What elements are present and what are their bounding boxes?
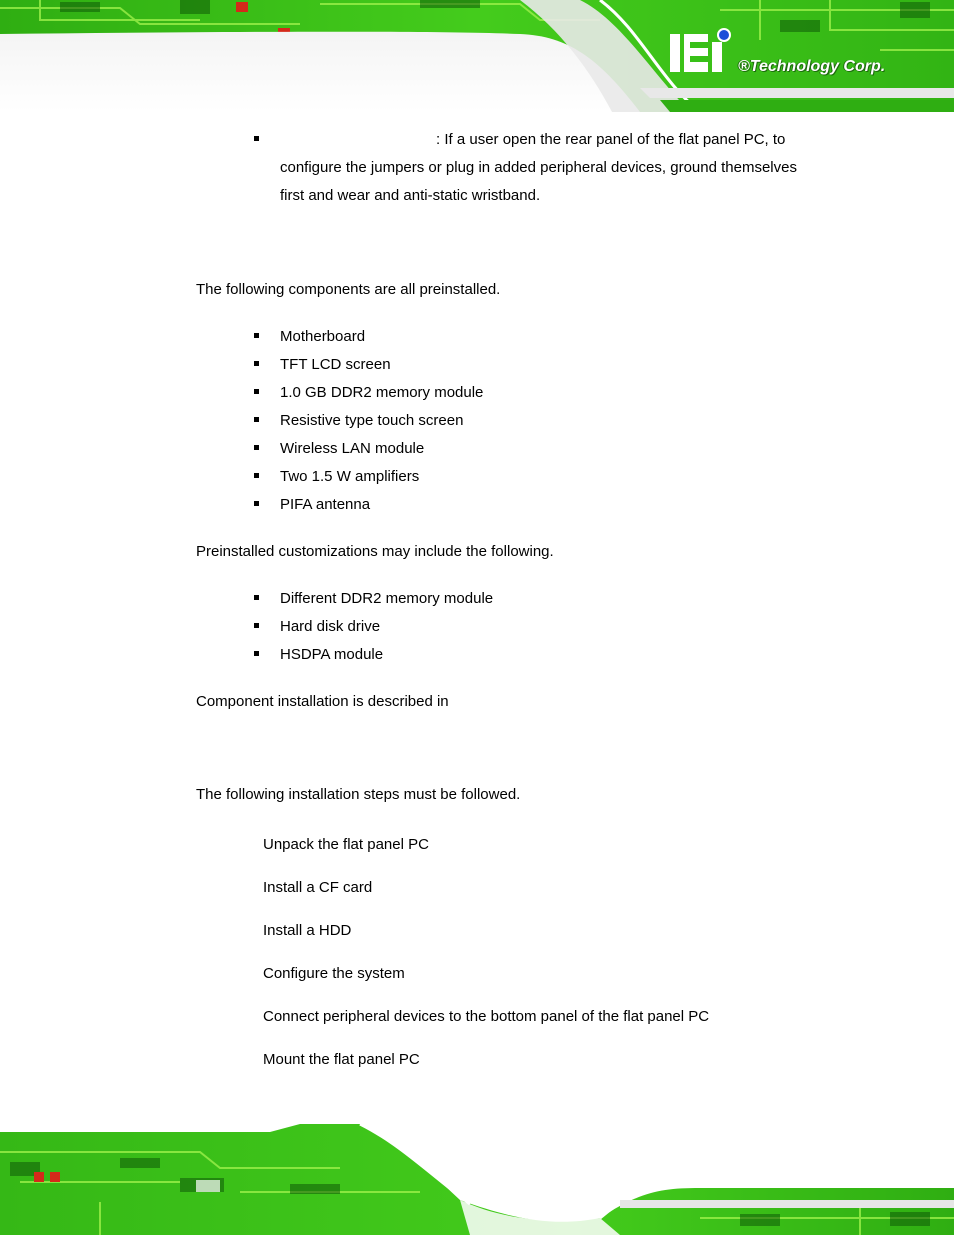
list-item: HSDPA module xyxy=(280,646,384,663)
bullet xyxy=(254,651,259,656)
red-component xyxy=(34,1172,44,1182)
header-banner xyxy=(0,0,954,112)
warning-line-2: configure the jumpers or plug in added peripheral devices, ground themselves xyxy=(280,159,797,176)
footer-banner xyxy=(0,1122,954,1235)
list-item: TFT LCD screen xyxy=(280,356,391,373)
step-item: Unpack the flat panel PC xyxy=(263,836,429,853)
list-item: Resistive type touch screen xyxy=(280,412,464,429)
red-component xyxy=(236,2,248,12)
list-item: Different DDR2 memory module xyxy=(280,590,494,607)
step-item: Connect peripheral devices to the bottom panel of the flat panel PC xyxy=(263,1008,710,1025)
step-item: Mount the flat panel PC xyxy=(263,1051,420,1068)
list-item: Motherboard xyxy=(280,328,366,345)
circuit-board-header-graphic xyxy=(0,0,954,112)
list-item: PIFA antenna xyxy=(280,496,371,513)
bullet xyxy=(254,445,259,450)
bullet xyxy=(254,501,259,506)
company-name: ®Technology Corp. xyxy=(738,58,886,75)
bullet xyxy=(254,389,259,394)
list-item: Wireless LAN module xyxy=(280,440,425,457)
steps-intro: The following installation steps must be followed. xyxy=(196,786,521,803)
component-note: Component installation is described in xyxy=(196,693,449,710)
bullet xyxy=(254,417,259,422)
bullet xyxy=(254,473,259,478)
preinstalled-intro: The following components are all preinstalled. xyxy=(196,281,501,298)
step-item: Install a HDD xyxy=(263,922,352,939)
bullet xyxy=(254,333,259,338)
bullet xyxy=(254,361,259,366)
customizations-intro: Preinstalled customizations may include the following. xyxy=(196,543,554,560)
iei-logo xyxy=(670,29,730,72)
step-item: Configure the system xyxy=(263,965,405,982)
step-item: Install a CF card xyxy=(263,879,373,896)
circuit-board-footer-graphic xyxy=(0,1122,954,1235)
warning-line-3: first and wear and anti-static wristband. xyxy=(280,187,541,204)
list-item: Hard disk drive xyxy=(280,618,381,635)
warning-line-1: : If a user open the rear panel of the flat panel PC, to xyxy=(436,131,786,148)
list-item: Two 1.5 W amplifiers xyxy=(280,468,420,485)
bullet xyxy=(254,595,259,600)
bullet xyxy=(254,136,259,141)
bullet xyxy=(254,623,259,628)
list-item: 1.0 GB DDR2 memory module xyxy=(280,384,484,401)
